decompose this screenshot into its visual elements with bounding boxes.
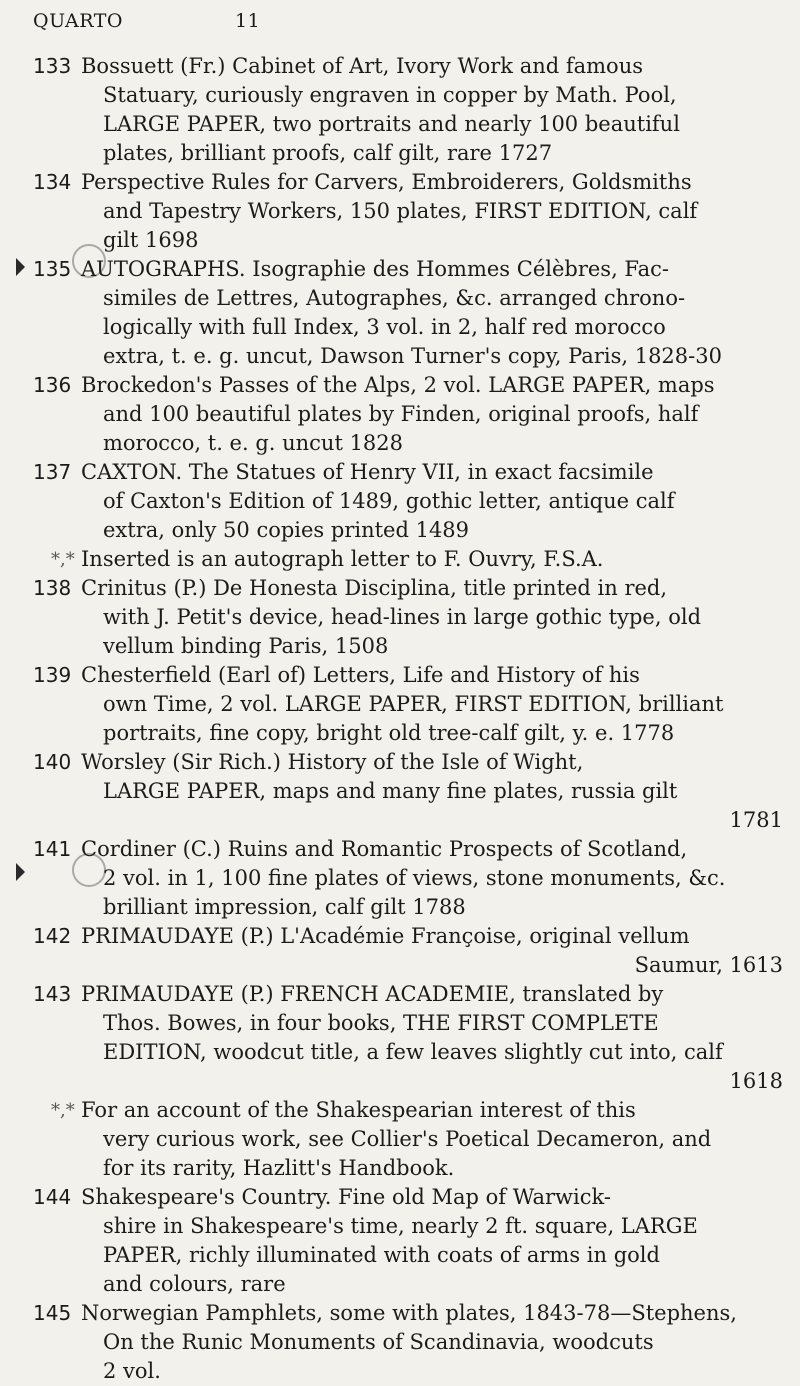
entry-text-line: gilt 1698 xyxy=(103,228,199,252)
entry-text-line: extra, t. e. g. uncut, Dawson Turner's copy, Paris, 1828-30 xyxy=(103,344,722,368)
entry-text-line: Crinitus (P.) De Honesta Disciplina, title printed in red, xyxy=(81,576,668,600)
catalogue-entry xyxy=(33,661,783,748)
catalogue-entry xyxy=(33,458,783,545)
entry-text-line: Norwegian Pamphlets, some with plates, 1843-78—Stephens, xyxy=(81,1301,737,1325)
entry-text-line: PRIMAUDAYE (P.) FRENCH ACADEMIE, translated by xyxy=(81,982,664,1006)
entry-text-line: similes de Lettres, Autographes, &c. arranged chrono- xyxy=(103,286,686,310)
entry-text-line: Brockedon's Passes of the Alps, 2 vol. LARGE PAPER, maps xyxy=(81,373,715,397)
entry-text-line: Cordiner (C.) Ruins and Romantic Prospects of Scotland, xyxy=(81,837,688,861)
entry-text-line: 2 vol. xyxy=(103,1359,161,1383)
entry-text-line: brilliant impression, calf gilt 1788 xyxy=(103,895,466,919)
catalogue-entry xyxy=(33,748,783,835)
catalogue-entry xyxy=(33,922,783,980)
entry-number: 140 xyxy=(33,750,72,774)
entry-text-line: plates, brilliant proofs, calf gilt, rare 1727 xyxy=(103,141,553,165)
entry-text-line: Thos. Bowes, in four books, THE FIRST COMPLETE xyxy=(103,1011,659,1035)
entry-text-line: Bossuett (Fr.) Cabinet of Art, Ivory Work and famous xyxy=(81,54,644,78)
entry-number: 133 xyxy=(33,54,72,78)
catalogue-entry xyxy=(33,574,783,661)
entry-text-line: LARGE PAPER, maps and many fine plates, russia gilt xyxy=(103,779,678,803)
catalogue-entry xyxy=(33,168,783,255)
entry-text-line: for its rarity, Hazlitt's Handbook. xyxy=(103,1156,455,1180)
catalogue-entry xyxy=(33,835,783,922)
entry-text-line: Inserted is an autograph letter to F. Ouvry, F.S.A. xyxy=(81,547,604,571)
catalogue-entries xyxy=(33,52,783,1386)
note-entry xyxy=(33,545,783,574)
entry-text-line: Perspective Rules for Carvers, Embroiderers, Goldsmiths xyxy=(81,170,692,194)
entry-number: 144 xyxy=(33,1185,72,1209)
entry-number: 137 xyxy=(33,460,72,484)
entry-number: 138 xyxy=(33,576,72,600)
margin-arrow-mark xyxy=(16,863,25,881)
entry-text-line: PRIMAUDAYE (P.) L'Académie Françoise, original vellum xyxy=(81,924,690,948)
entry-text-line: For an account of the Shakespearian interest of this xyxy=(81,1098,636,1122)
entry-text-line: EDITION, woodcut title, a few leaves slightly cut into, calf xyxy=(103,1040,723,1064)
entry-number: 139 xyxy=(33,663,72,687)
entry-number: 135 xyxy=(33,257,72,281)
entry-text-line: logically with full Index, 3 vol. in 2, half red morocco xyxy=(103,315,666,339)
entry-text-line: morocco, t. e. g. uncut 1828 xyxy=(103,431,404,455)
entry-text-line: vellum binding Paris, 1508 xyxy=(103,634,389,658)
entry-text-line: LARGE PAPER, two portraits and nearly 100 beautiful xyxy=(103,112,680,136)
catalogue-entry xyxy=(33,1299,783,1386)
entry-text-line: Statuary, curiously engraven in copper by Math. Pool, xyxy=(103,83,677,107)
note-entry xyxy=(33,1096,783,1183)
entry-text-line: and 100 beautiful plates by Finden, original proofs, half xyxy=(103,402,699,426)
entry-number: 136 xyxy=(33,373,72,397)
page-number: 11 xyxy=(235,10,261,32)
entry-text-line: own Time, 2 vol. LARGE PAPER, FIRST EDITION, brilliant xyxy=(103,692,724,716)
entry-text-line: very curious work, see Collier's Poetical Decameron, and xyxy=(103,1127,712,1151)
entry-number: 134 xyxy=(33,170,72,194)
entry-text-line: 1781 xyxy=(729,808,783,832)
entry-text-line: portraits, fine copy, bright old tree-calf gilt, y. e. 1778 xyxy=(103,721,675,745)
entry-text-line: and Tapestry Workers, 150 plates, FIRST EDITION, calf xyxy=(103,199,698,223)
entry-text-line: 1618 xyxy=(729,1069,783,1093)
entry-text-line: Saumur, 1613 xyxy=(634,953,783,977)
entry-text-line: with J. Petit's device, head-lines in large gothic type, old xyxy=(103,605,702,629)
entry-text-line: of Caxton's Edition of 1489, gothic letter, antique calf xyxy=(103,489,675,513)
catalogue-entry xyxy=(33,255,783,371)
entry-text-line: AUTOGRAPHS. Isographie des Hommes Célèbres, Fac- xyxy=(81,257,669,281)
note-asterisk-mark: *,* xyxy=(51,1100,75,1121)
running-title: QUARTO xyxy=(33,10,123,32)
entry-number: 142 xyxy=(33,924,72,948)
catalogue-entry xyxy=(33,1183,783,1299)
entry-number: 143 xyxy=(33,982,72,1006)
margin-arrow-mark xyxy=(16,258,25,276)
entry-text-line: On the Runic Monuments of Scandinavia, woodcuts xyxy=(103,1330,654,1354)
entry-text-line: Shakespeare's Country. Fine old Map of Warwick- xyxy=(81,1185,611,1209)
catalogue-entry xyxy=(33,371,783,458)
entry-text-line: 2 vol. in 1, 100 fine plates of views, stone monuments, &c. xyxy=(103,866,726,890)
entry-text-line: extra, only 50 copies printed 1489 xyxy=(103,518,470,542)
entry-text-line: PAPER, richly illuminated with coats of arms in gold xyxy=(103,1243,660,1267)
entry-text-line: Chesterfield (Earl of) Letters, Life and History of his xyxy=(81,663,640,687)
page-header xyxy=(33,0,453,40)
catalogue-entry xyxy=(33,980,783,1096)
note-asterisk-mark: *,* xyxy=(51,549,75,570)
entry-number: 141 xyxy=(33,837,72,861)
entry-text-line: and colours, rare xyxy=(103,1272,286,1296)
entry-text-line: shire in Shakespeare's time, nearly 2 ft. square, LARGE xyxy=(103,1214,698,1238)
entry-text-line: Worsley (Sir Rich.) History of the Isle of Wight, xyxy=(81,750,584,774)
catalogue-entry xyxy=(33,52,783,168)
entry-number: 145 xyxy=(33,1301,72,1325)
entry-text-line: CAXTON. The Statues of Henry VII, in exact facsimile xyxy=(81,460,654,484)
